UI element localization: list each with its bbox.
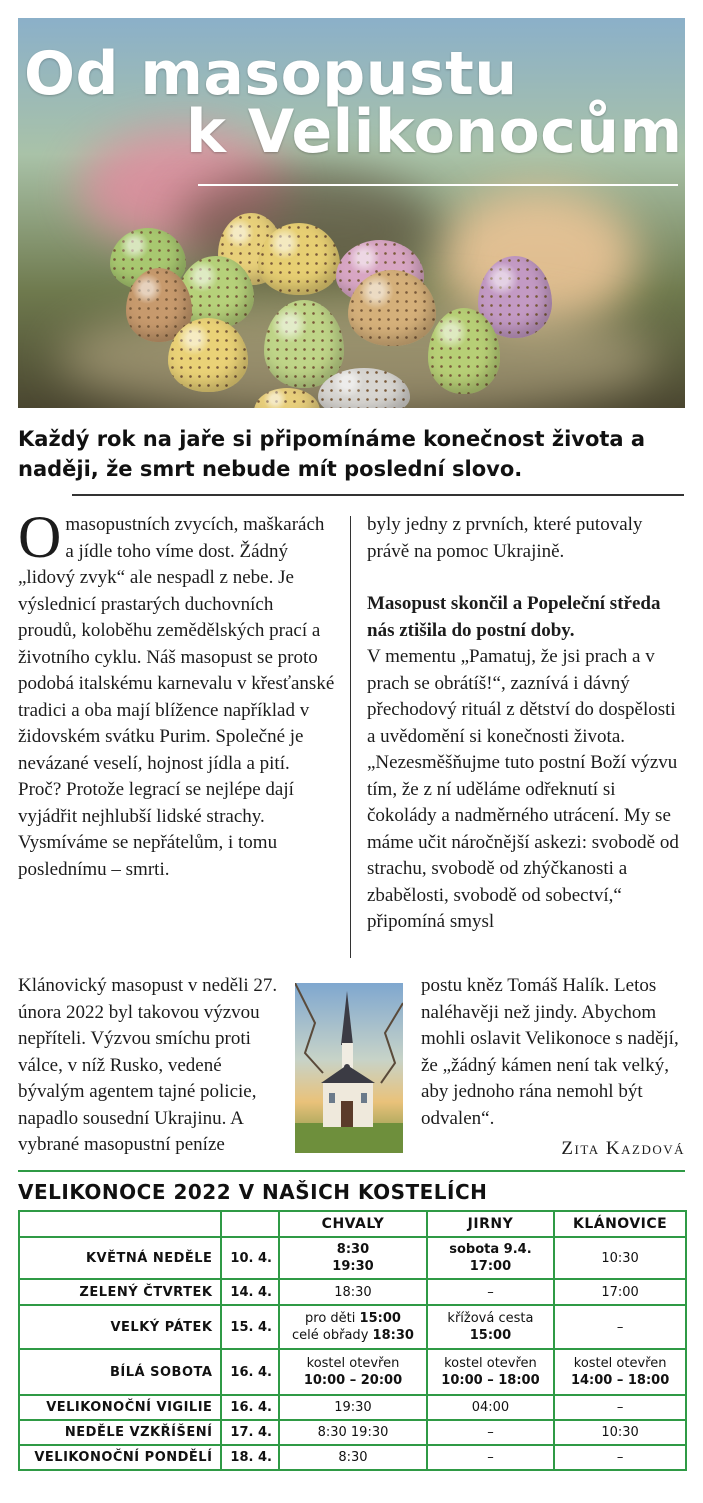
time-cell: – — [554, 1445, 686, 1470]
section-divider — [18, 1170, 685, 1172]
article-paragraph: byly jedny z prvních, které putovaly právě na pomoc Ukrajině. — [367, 514, 643, 562]
day-name: VELKÝ PÁTEK — [19, 1305, 221, 1349]
table-row — [19, 1279, 686, 1305]
time-note: křížová cesta — [447, 1311, 534, 1326]
table-row — [19, 1305, 686, 1349]
day-name: VELIKONOČNÍ PONDĚLÍ — [19, 1445, 221, 1470]
schedule-title: VELIKONOCE 2022 V NAŠICH KOSTELÍCH — [18, 1180, 488, 1204]
article-subheading: Masopust skončil a Popeleční středa nás ztišila do postní doby. — [367, 593, 661, 641]
time-cell: – — [427, 1420, 555, 1445]
table-row — [19, 1395, 686, 1420]
time: 10:00 – 20:00 — [303, 1373, 403, 1388]
time-cell: 10:30 — [554, 1237, 686, 1279]
day-name: BÍLÁ SOBOTA — [19, 1349, 221, 1395]
date: 18. 4. — [221, 1445, 279, 1470]
table-row — [19, 1445, 686, 1470]
time-cell — [427, 1237, 555, 1279]
time-cell: 19:30 — [279, 1395, 426, 1420]
header-chvaly: CHVALY — [279, 1211, 426, 1237]
schedule-table — [18, 1210, 687, 1471]
time: 15:00 — [359, 1311, 401, 1326]
time-cell: 17:00 — [554, 1279, 686, 1305]
article-paragraph — [18, 504, 336, 883]
time-cell: 8:30 — [279, 1445, 426, 1470]
time-note: celé obřady — [292, 1328, 369, 1343]
table-row — [19, 1420, 686, 1445]
time-note: kostel otevřen — [573, 1356, 667, 1371]
time-cell — [279, 1305, 426, 1349]
time-note: sobota 9.4. — [449, 1242, 532, 1257]
article-left-column — [18, 504, 336, 883]
article-text: masopustních zvycích, maškarách a jídle toho víme dost. Žádný „lidový zvyk“ ale nespadl z nebe. Je výslednicí prastarých duchovních proudů, koloběhu zemědělských prací a životního cyklu. Náš masopust se proto podobá italskému karnevalu v křesťanské tradici a oba mají blížence například v židovském svátku Purim. Společné je nevázané veselí, hojnost jídla a pití. Proč? Protože legrací se nejlépe dají vyjádřit nejhlubší lidské strachy. Vysmíváme se nepřátelům, i tomu poslednímu – smrti. — [18, 514, 335, 880]
title-underline — [198, 184, 678, 186]
article-left-column-bottom — [18, 973, 292, 1159]
article-paragraph: V mementu „Pamatuj, že jsi prach a v prach se obrátíš!“, zaznívá i dávný přechodový rituál z dětství do dospělosti a uvědomění si konečnosti života. „Nezesměšňujme tuto postní Boží výzvu tím, že z ní uděláme odřeknutí si čokolády a nadměrného utrácení. My se máme učit náročnější askezi: svobodě od strachu, svobodě od zhýčkanosti a zbabělosti, svobodě od sobectví,“ připomíná smysl — [367, 646, 679, 932]
time-cell — [427, 1349, 555, 1395]
date: 14. 4. — [221, 1279, 279, 1305]
article-right-column — [367, 512, 687, 936]
author-signature: Zita Kazdová — [561, 1138, 685, 1159]
time: 18:30 — [372, 1328, 414, 1343]
time-cell: – — [427, 1279, 555, 1305]
time-cell: – — [427, 1445, 555, 1470]
page-title-line1: Od masopustu — [24, 39, 518, 109]
time-cell: – — [554, 1305, 686, 1349]
time-cell: 04:00 — [427, 1395, 555, 1420]
date: 16. 4. — [221, 1349, 279, 1395]
time-note: pro děti — [305, 1311, 356, 1326]
day-name: ZELENÝ ČTVRTEK — [19, 1279, 221, 1305]
day-name: NEDĚLE VZKŘÍŠENÍ — [19, 1420, 221, 1445]
time-cell — [427, 1305, 555, 1349]
time: 14:00 – 18:00 — [570, 1373, 670, 1388]
time: 8:30 — [336, 1242, 370, 1257]
article-paragraph: postu kněz Tomáš Halík. Letos naléhavěji než jindy. Abychom mohli oslavit Velikonoce s nadějí, že „žádný kámen není tak velký, aby jednoho rána nemohl být odvalen“. — [421, 975, 679, 1129]
time: 17:00 — [469, 1259, 512, 1274]
date: 10. 4. — [221, 1237, 279, 1279]
drop-cap: O — [18, 504, 62, 570]
table-header-row — [19, 1211, 686, 1237]
table-row — [19, 1237, 686, 1279]
page-title-line2: k Velikonocům — [186, 97, 683, 167]
time-cell — [554, 1349, 686, 1395]
church-photo — [295, 983, 403, 1153]
time-cell: 10:30 — [554, 1420, 686, 1445]
time-note: kostel otevřen — [306, 1356, 400, 1371]
time: 19:30 — [332, 1259, 374, 1274]
time: 15:00 — [469, 1328, 512, 1343]
date: 15. 4. — [221, 1305, 279, 1349]
time-cell — [279, 1349, 426, 1395]
header-empty — [221, 1211, 279, 1237]
date: 17. 4. — [221, 1420, 279, 1445]
time-cell — [279, 1237, 426, 1279]
time: 10:00 – 18:00 — [441, 1373, 540, 1388]
divider — [72, 494, 684, 496]
article-right-column-bottom — [421, 973, 687, 1132]
time-cell: – — [554, 1395, 686, 1420]
time-note: kostel otevřen — [444, 1356, 537, 1371]
time-cell: 18:30 — [279, 1279, 426, 1305]
header-klanovice: KLÁNOVICE — [554, 1211, 686, 1237]
day-name: KVĚTNÁ NEDĚLE — [19, 1237, 221, 1279]
time-cell: 8:30 19:30 — [279, 1420, 426, 1445]
date: 16. 4. — [221, 1395, 279, 1420]
header-empty — [19, 1211, 221, 1237]
article-paragraph: Klánovický masopust v neděli 27. února 2022 byl takovou výzvou nepříteli. Výzvou smíchu proti válce, v níž Rusko, vedené bývalým agentem tajné policie, napadlo sousední Ukrajinu. A vybrané masopustní peníze — [18, 975, 278, 1155]
hero-image — [18, 18, 685, 408]
column-divider — [350, 516, 351, 958]
header-jirny: JIRNY — [427, 1211, 555, 1237]
day-name: VELIKONOČNÍ VIGILIE — [19, 1395, 221, 1420]
table-row — [19, 1349, 686, 1395]
lead-paragraph: Každý rok na jaře si připomínáme konečnost života a naději, že smrt nebude mít poslední slovo. — [18, 427, 646, 481]
